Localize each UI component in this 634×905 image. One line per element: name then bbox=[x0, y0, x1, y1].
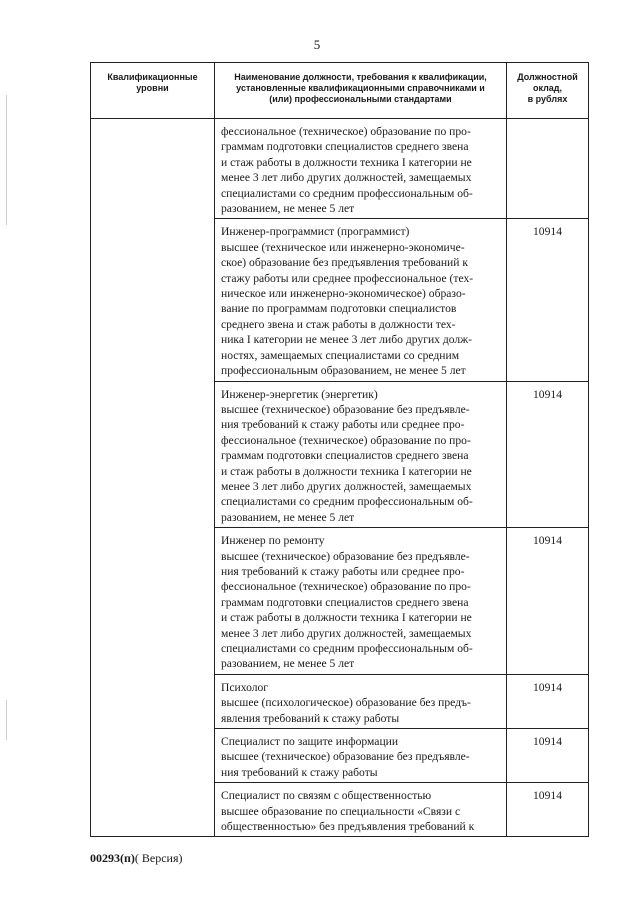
page-number: 5 bbox=[313, 37, 321, 52]
header-qualification-levels: Квалификационные уровни bbox=[91, 63, 215, 119]
description-line: Инженер-энергетик (энергетик) bbox=[221, 387, 378, 401]
description-line: и стаж работы в должности техника I категории не bbox=[221, 464, 472, 478]
description-line: ния требований к стажу работы или среднее про- bbox=[221, 564, 465, 578]
footer-version: ( Версия) bbox=[134, 851, 183, 865]
position-description-cell bbox=[215, 528, 507, 675]
description-line: специалистами со средним профессиональным об- bbox=[221, 186, 473, 200]
description-line: общественностью» без предъявления требований к bbox=[221, 820, 475, 834]
description-line: Психолог bbox=[221, 680, 269, 694]
description-line: Специалист по защите информации bbox=[221, 735, 399, 749]
qualification-level-cell bbox=[91, 119, 215, 837]
description-line: разованием, не менее 5 лет bbox=[221, 657, 355, 671]
description-line: высшее (техническое) образование без предъявле- bbox=[221, 549, 470, 563]
salary-table bbox=[90, 62, 589, 837]
position-description-cell bbox=[215, 381, 507, 528]
description-line: граммам подготовки специалистов среднего звена bbox=[221, 140, 469, 154]
salary-cell: 10914 bbox=[507, 528, 589, 675]
description-line: менее 3 лет либо других должностей, замещаемых bbox=[221, 479, 472, 493]
description-line: специалистами со средним профессиональным об- bbox=[221, 642, 473, 655]
position-description-cell bbox=[215, 674, 507, 728]
position-description-cell bbox=[215, 783, 507, 837]
description-line: вание по программам подготовки специалистов bbox=[221, 302, 457, 316]
description-line: фессиональное (техническое) образование по про- bbox=[221, 580, 471, 594]
description-line: разованием, не менее 5 лет bbox=[221, 202, 355, 216]
description-line: профессиональным образованием, не менее 5 лет bbox=[221, 364, 466, 378]
salary-cell: 10914 bbox=[507, 783, 589, 837]
description-line: менее 3 лет либо других должностей, замещаемых bbox=[221, 626, 472, 640]
description-line: граммам подготовки специалистов среднего звена bbox=[221, 449, 469, 463]
description-line: Специалист по связям с общественностью bbox=[221, 789, 432, 803]
description-line: ностях, замещаемых специалистами со средним bbox=[221, 348, 460, 362]
description-line: высшее (психологическое) образование без предъ- bbox=[221, 696, 471, 710]
description-line: фессиональное (техническое) образование по про- bbox=[221, 433, 471, 447]
description-line: ское) образование без предъявления требований к bbox=[221, 256, 468, 270]
description-line: граммам подготовки специалистов среднего звена bbox=[221, 595, 469, 609]
table-header-row bbox=[91, 63, 589, 119]
description-line: среднего звена и стаж работы в должности тех- bbox=[221, 317, 456, 331]
description-line: Инженер-программист (программист) bbox=[221, 225, 410, 239]
position-description-cell bbox=[215, 219, 507, 381]
description-line: высшее (техническое) образование без предъявле- bbox=[221, 750, 470, 764]
description-line: высшее (техническое) образование без предъявле- bbox=[221, 402, 470, 416]
scan-edge-mark-top bbox=[6, 95, 7, 225]
salary-cell: 10914 bbox=[507, 674, 589, 728]
description-line: и стаж работы в должности техника I категории не bbox=[221, 155, 472, 169]
description-line: ническое или инженерно-экономическое) образо- bbox=[221, 287, 466, 301]
salary-cell: 10914 bbox=[507, 381, 589, 528]
description-line: разованием, не менее 5 лет bbox=[221, 510, 355, 524]
scan-edge-mark-bottom bbox=[6, 700, 7, 740]
description-line: высшее (техническое или инженерно-экономиче- bbox=[221, 240, 465, 254]
description-line: ния требований к стажу работы или среднее про- bbox=[221, 418, 465, 432]
position-description-cell bbox=[215, 729, 507, 783]
description-line: фессиональное (техническое) образование по про- bbox=[221, 125, 471, 138]
table-row bbox=[91, 119, 589, 219]
description-line: высшее образование по специальности «Связи с bbox=[221, 804, 461, 818]
description-line: специалистами со средним профессиональным об- bbox=[221, 495, 473, 509]
position-description-cell bbox=[215, 119, 507, 219]
header-salary: Должностной оклад, в рублях bbox=[507, 63, 589, 119]
footer-code: 00293(п) bbox=[90, 851, 135, 865]
description-line: ника I категории не менее 3 лет либо других долж- bbox=[221, 333, 473, 347]
description-line: менее 3 лет либо других должностей, замещаемых bbox=[221, 171, 472, 185]
description-line: ния требований к стажу работы bbox=[221, 765, 378, 779]
description-line: Инженер по ремонту bbox=[221, 534, 325, 548]
description-line: явления требований к стажу работы bbox=[221, 711, 400, 725]
description-line: стажу работы или среднее профессиональное (тех- bbox=[221, 271, 474, 285]
salary-cell: 10914 bbox=[507, 219, 589, 381]
header-position-requirements: Наименование должности, требования к квалификации, установленные квалификационными справочниками и (или) профессиональными стандартами bbox=[215, 63, 507, 119]
salary-cell bbox=[507, 119, 589, 219]
salary-cell: 10914 bbox=[507, 729, 589, 783]
document-footer bbox=[90, 851, 183, 866]
description-line: и стаж работы в должности техника I категории не bbox=[221, 611, 472, 625]
